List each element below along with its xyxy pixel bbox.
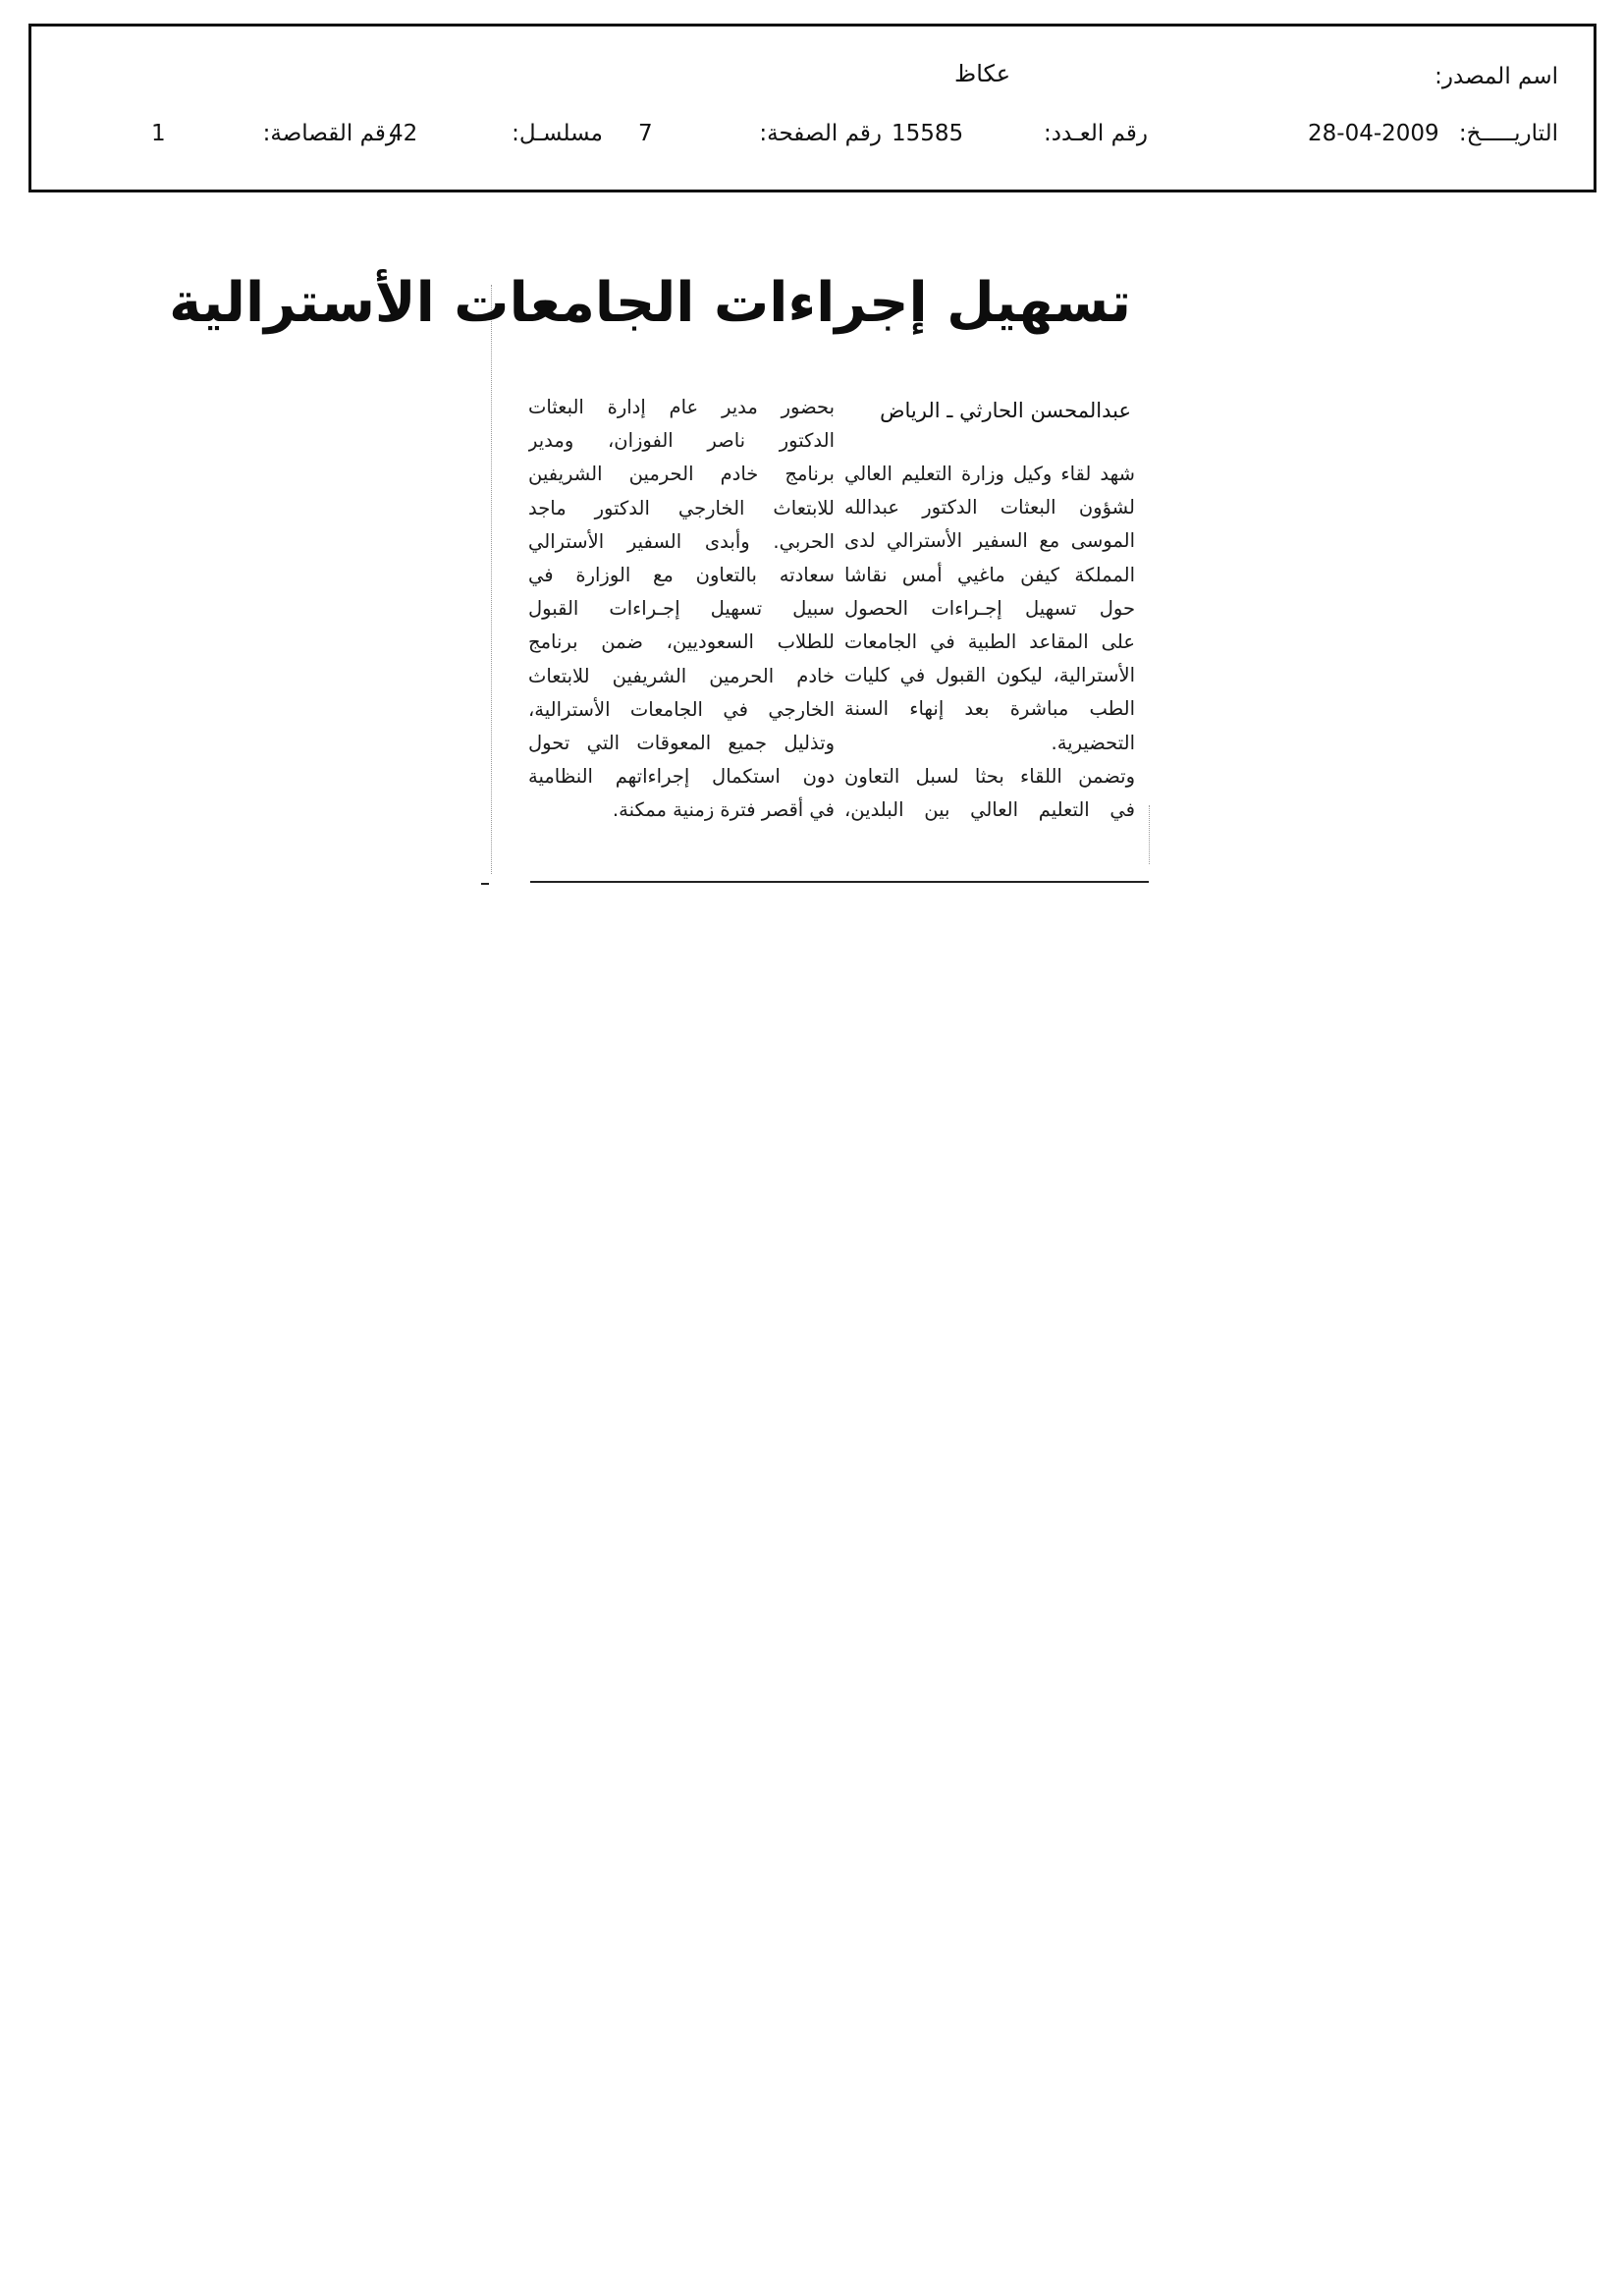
clipping-header-box [28,24,1596,192]
text-line: سبيل تسهيل إجـراءات القبول [528,597,835,621]
issue-label: رقم العـدد: [1043,121,1148,146]
text-line: الموسى مع السفير الأسترالي لدى [844,529,1135,553]
article-column-right [844,458,1135,827]
article-byline: عبدالمحسن الحارثي ـ الرياض [880,399,1131,422]
text-line: في أقصر فترة زمنية ممكنة. [612,798,835,822]
source-label: اسم المصدر: [1434,64,1558,89]
article-bottom-rule [530,881,1149,883]
text-line: دون استكمال إجراءاتهم النظامية [528,765,835,789]
article-corner-mark [481,883,489,885]
text-line: الأسترالية، ليكون القبول في كليات [844,664,1135,687]
issue-value: 15585 [892,121,964,146]
text-line: برنامج خادم الحرمين الشريفين [528,463,835,486]
clip-value: 1 [151,121,166,146]
text-line: الطب مباشرة بعد إنهاء السنة [844,697,1135,721]
text-line: خادم الحرمين الشريفين للابتعاث [528,664,835,687]
page-label: رقم الصفحة: [759,121,882,146]
source-value: عكاظ [954,60,1011,87]
text-line: شهد لقاء وكيل وزارة التعليم العالي [844,463,1135,485]
text-line: بحضور مدير عام إدارة البعثات [528,396,835,418]
serial-value: 42 [389,121,418,146]
text-line: وتذليل جميع المعوقات التي تحول [528,732,835,755]
article-column-left [528,391,835,828]
date-label: التاريـــــخ: [1458,121,1558,146]
text-line: حول تسهيل إجـراءات الحصول [844,596,1135,620]
text-line: على المقاعد الطبية في الجامعات [844,630,1135,654]
article-headline: تسهيل إجراءات الجامعات الأسترالية [169,271,1131,335]
clip-label: رقم القصاصة: [262,121,397,146]
text-line: لشؤون البعثات الدكتور عبدالله [844,496,1135,519]
serial-label: مسلسـل: [512,121,603,146]
text-line: سعادته بالتعاون مع الوزارة في [528,564,835,587]
clipping-right-edge [1149,805,1150,864]
text-line: للطلاب السعوديين، ضمن برنامج [528,630,835,654]
text-line: التحضيرية. [1051,731,1135,754]
text-line: في التعليم العالي بين البلدين، [844,798,1135,822]
clipping-left-edge [491,285,492,874]
text-line: الدكتور ناصر الفوزان، ومدير [528,429,835,453]
text-line: الخارجي في الجامعات الأسترالية، [528,697,835,721]
page-value: 7 [638,121,653,146]
text-line: المملكة كيفن ماغيي أمس نقاشا [844,563,1135,586]
date-value: 28-04-2009 [1308,121,1439,146]
text-line: وتضمن اللقاء بحثا لسبل التعاون [844,764,1135,788]
text-line: الحربي. وأبدى السفير الأسترالي [528,529,835,553]
text-line: للابتعاث الخارجي الدكتور ماجد [528,496,835,519]
